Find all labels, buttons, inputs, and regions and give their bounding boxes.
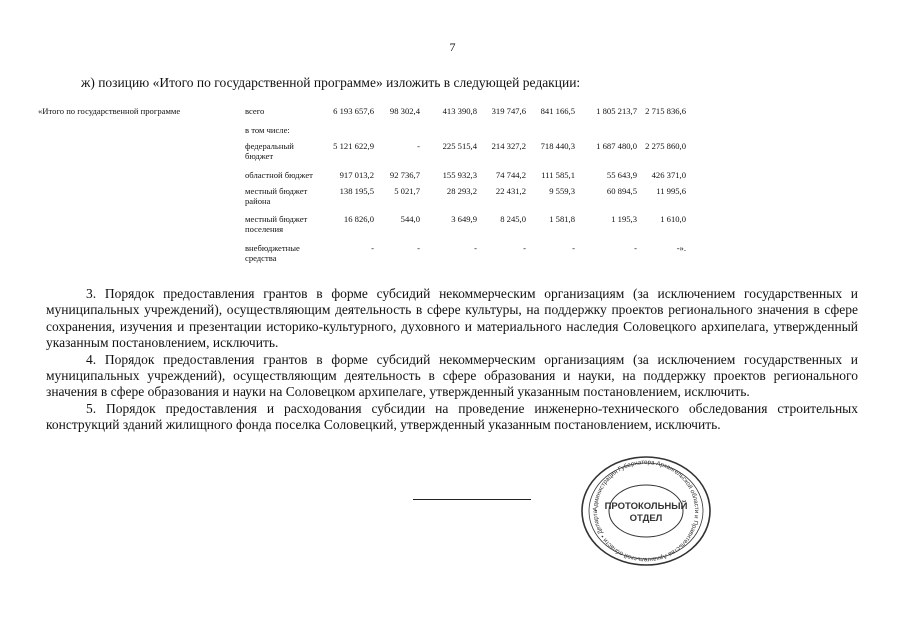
row-value: 544,0 — [400, 214, 420, 224]
row-value: 5 121 622,9 — [333, 141, 374, 151]
row-value: 55 643,9 — [606, 170, 637, 180]
row-value: 214 327,2 — [491, 141, 526, 151]
row-value: 111 585,1 — [541, 170, 575, 180]
row-value: 5 021,7 — [394, 186, 420, 196]
row-label: федеральный — [245, 141, 294, 151]
row-value: 98 302,4 — [389, 106, 420, 116]
row-value: 2 275 860,0 — [645, 141, 686, 151]
paragraph: 5. Порядок предоставления и расходования субсидии на проведение инженерно-технического обследования строительных конструкций зданий жилищного фонда поселка Соловецкий, утвержденный указанным постановлением, исключить. — [46, 400, 858, 433]
row-label: средства — [245, 253, 277, 263]
row-label: поселения — [245, 224, 284, 234]
row-value: 11 995,6 — [656, 186, 686, 196]
row-value: 16 826,0 — [343, 214, 374, 224]
row-value: 1 805 213,7 — [596, 106, 637, 116]
row-value: 22 431,2 — [495, 186, 526, 196]
row-value: 74 744,2 — [495, 170, 526, 180]
row-value: 1 610,0 — [660, 214, 686, 224]
protocol-stamp — [578, 455, 714, 572]
row-label: всего — [245, 106, 265, 116]
intro-text: ж) позицию «Итого по государственной программе» изложить в следующей редакции: — [81, 75, 581, 90]
row-value: - — [417, 141, 420, 151]
paragraphs — [46, 286, 858, 434]
paragraph: 4. Порядок предоставления грантов в форме субсидий некоммерческим организациям (за исключением государственных и муниципальных учреждений), осуществляющим деятельность в сфере образования и науки, на поддержку проектов регионального значения в сфере образования и науки на Соловецком архипелаге, утвержденный указанным постановлением, исключить. — [46, 351, 858, 400]
row-value: 2 715 836,6 — [645, 106, 686, 116]
row-value: 917 013,2 — [339, 170, 374, 180]
stamp-center-line2: ОТДЕЛ — [629, 513, 663, 524]
row-label: областной бюджет — [245, 170, 313, 180]
stamp-ring-text: Администрация Губернатора Архангельской области и Правительства Архангельской области • Департа — [591, 458, 701, 564]
row-value: 319 747,6 — [491, 106, 526, 116]
page-number: 7 — [449, 40, 456, 54]
row-value: - — [572, 243, 575, 253]
row-value: 9 559,3 — [549, 186, 575, 196]
row-value: 8 245,0 — [500, 214, 526, 224]
row-value: 6 193 657,6 — [333, 106, 374, 116]
row-value: 3 649,9 — [451, 214, 477, 224]
row-label: в том числе: — [245, 125, 290, 135]
row-value: - — [474, 243, 477, 253]
row-value: 138 195,5 — [339, 186, 374, 196]
row-value: 155 932,3 — [442, 170, 477, 180]
row-value: 426 371,0 — [651, 170, 686, 180]
row-label: бюджет — [245, 151, 274, 161]
row-label: района — [245, 196, 271, 206]
row-value: 718 440,3 — [540, 141, 575, 151]
signature-line — [413, 499, 531, 500]
row-value: - — [371, 243, 374, 253]
row-value: 28 293,2 — [446, 186, 477, 196]
row-value: 92 736,7 — [389, 170, 420, 180]
row-value: - — [417, 243, 420, 253]
row-label: местный бюджет — [245, 214, 308, 224]
row-value: 413 390,8 — [442, 106, 477, 116]
row-value: 841 166,5 — [540, 106, 575, 116]
stamp-center-line1: ПРОТОКОЛЬНЫЙ — [604, 501, 688, 512]
row-value: 1 581,8 — [549, 214, 575, 224]
row-label: внебюджетные — [245, 243, 300, 253]
row-value: 1 195,3 — [611, 214, 637, 224]
table-title: «Итого по государственной программе — [38, 106, 181, 116]
row-value: - — [634, 243, 637, 253]
row-label: местный бюджет — [245, 186, 308, 196]
row-value: - — [523, 243, 526, 253]
row-value: 1 687 480,0 — [596, 141, 637, 151]
row-value: 60 894,5 — [606, 186, 637, 196]
paragraph: 3. Порядок предоставления грантов в форме субсидий некоммерческим организациям (за исключением государственных и муниципальных учреждений), осуществляющим деятельность в сфере культуры, на поддержку проектов регионального значения в сфере сохранения, изучения и презентации историко-культурного, духовного и материального наследия Соловецкого архипелага, утвержденный указанным постановлением, исключить. — [46, 286, 858, 351]
row-value: 225 515,4 — [442, 141, 477, 151]
row-value: -». — [676, 243, 686, 253]
